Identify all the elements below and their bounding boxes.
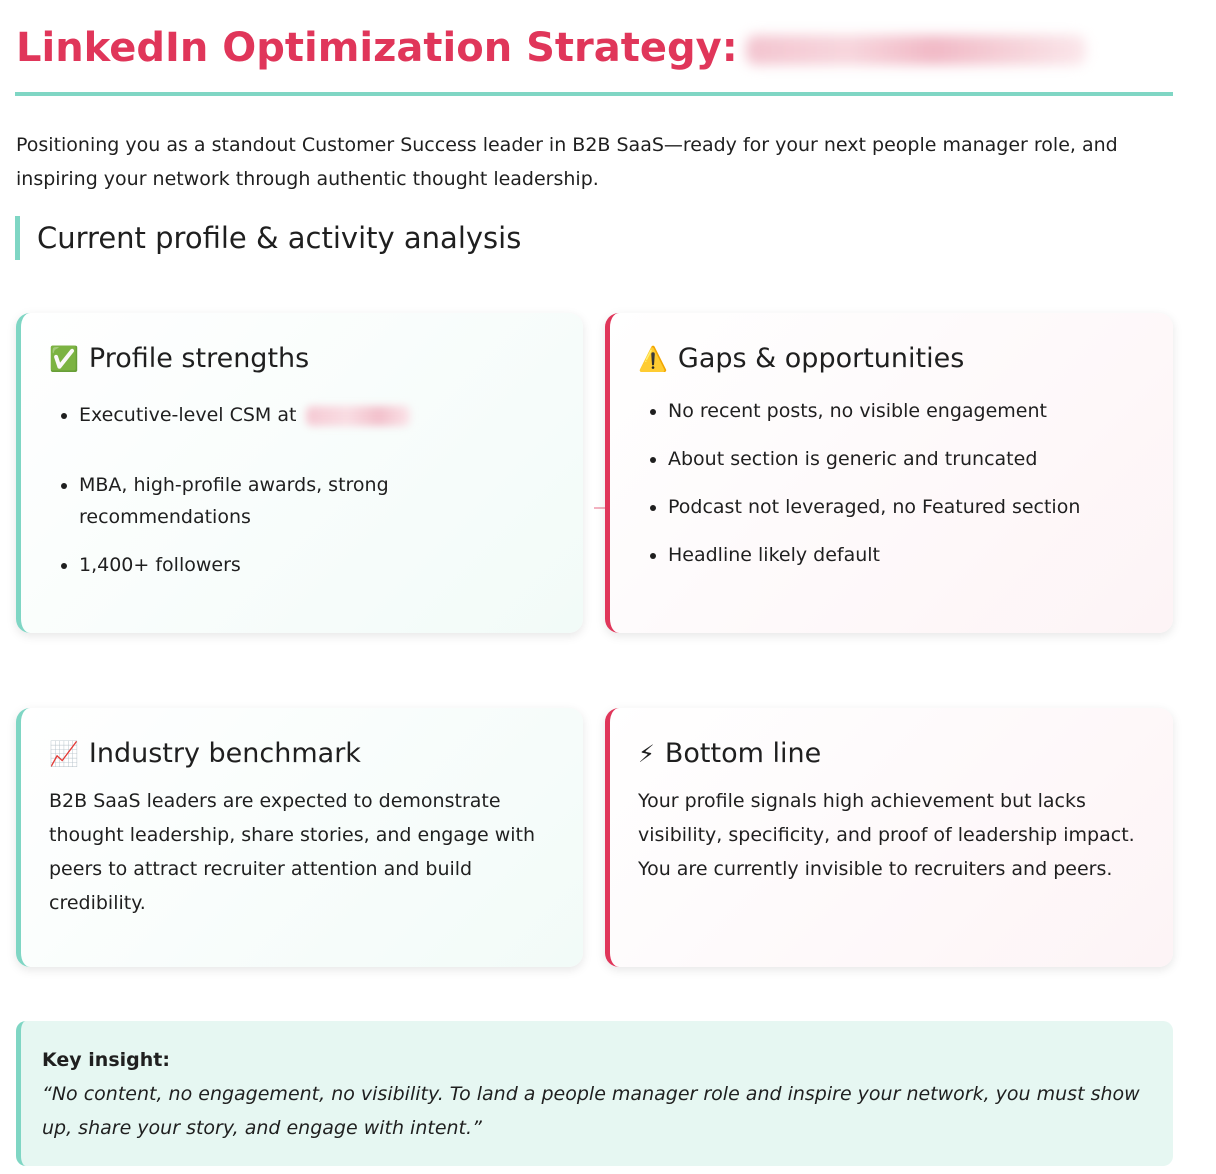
benchmark-body: B2B SaaS leaders are expected to demonstrate thought leadership, share stories, and engage with peers to attract recruiter attention and build credibility. xyxy=(49,790,536,914)
list-item: • No recent posts, no visible engagement xyxy=(668,395,1147,427)
profile-strengths-card xyxy=(16,313,583,633)
section-heading: Current profile & activity analysis xyxy=(15,216,521,260)
bottom-line-card xyxy=(605,708,1173,967)
lightning-icon: ⚡ xyxy=(638,740,655,768)
list-item: • Podcast not leveraged, no Featured section xyxy=(668,491,1147,523)
redacted-company xyxy=(306,406,410,426)
list-item: • MBA, high-profile awards, strong recommendations xyxy=(79,469,557,533)
check-mark-icon: ✅ xyxy=(49,345,79,373)
redacted-name xyxy=(746,35,1086,65)
list-item-text: Executive-level CSM at xyxy=(79,404,297,426)
key-insight-quote: “No content, no engagement, no visibility. To land a people manager role and inspire your network, you must show up, share your story, and engage with intent.” xyxy=(42,1083,1140,1139)
list-item: • Headline likely default xyxy=(668,539,1147,571)
list-item: • 1,400+ followers xyxy=(79,549,557,581)
bottom-line-body: Your profile signals high achievement but lacks visibility, specificity, and proof of leadership impact. You are currently invisible to recruiters and peers. xyxy=(638,790,1135,880)
page-title xyxy=(16,22,1086,74)
title-divider xyxy=(15,92,1173,96)
industry-benchmark-card xyxy=(16,708,583,967)
key-insight-box xyxy=(16,1021,1173,1166)
gaps-heading xyxy=(638,341,1147,377)
gaps-opportunities-card xyxy=(605,313,1173,633)
gaps-list xyxy=(638,395,1147,571)
benchmark-title: Industry benchmark xyxy=(88,738,361,769)
list-item: • About section is generic and truncated xyxy=(668,443,1147,475)
intro-paragraph: Positioning you as a standout Customer Success leader in B2B SaaS—ready for your next people manager role, and inspiring your network through authentic thought leadership. xyxy=(16,134,1118,190)
chart-increasing-icon: 📈 xyxy=(49,740,79,768)
profile-strengths-list xyxy=(49,399,557,581)
benchmark-heading xyxy=(49,736,557,772)
profile-strengths-heading xyxy=(49,341,557,377)
bottom-line-title: Bottom line xyxy=(664,738,822,769)
warning-icon: ⚠️ xyxy=(638,345,668,373)
bottom-line-heading xyxy=(638,736,1147,772)
profile-strengths-title: Profile strengths xyxy=(88,343,310,374)
key-insight-label: Key insight: xyxy=(42,1049,170,1071)
page-title-text: LinkedIn Optimization Strategy: xyxy=(16,25,738,71)
list-item xyxy=(79,399,557,431)
gaps-title: Gaps & opportunities xyxy=(677,343,965,374)
